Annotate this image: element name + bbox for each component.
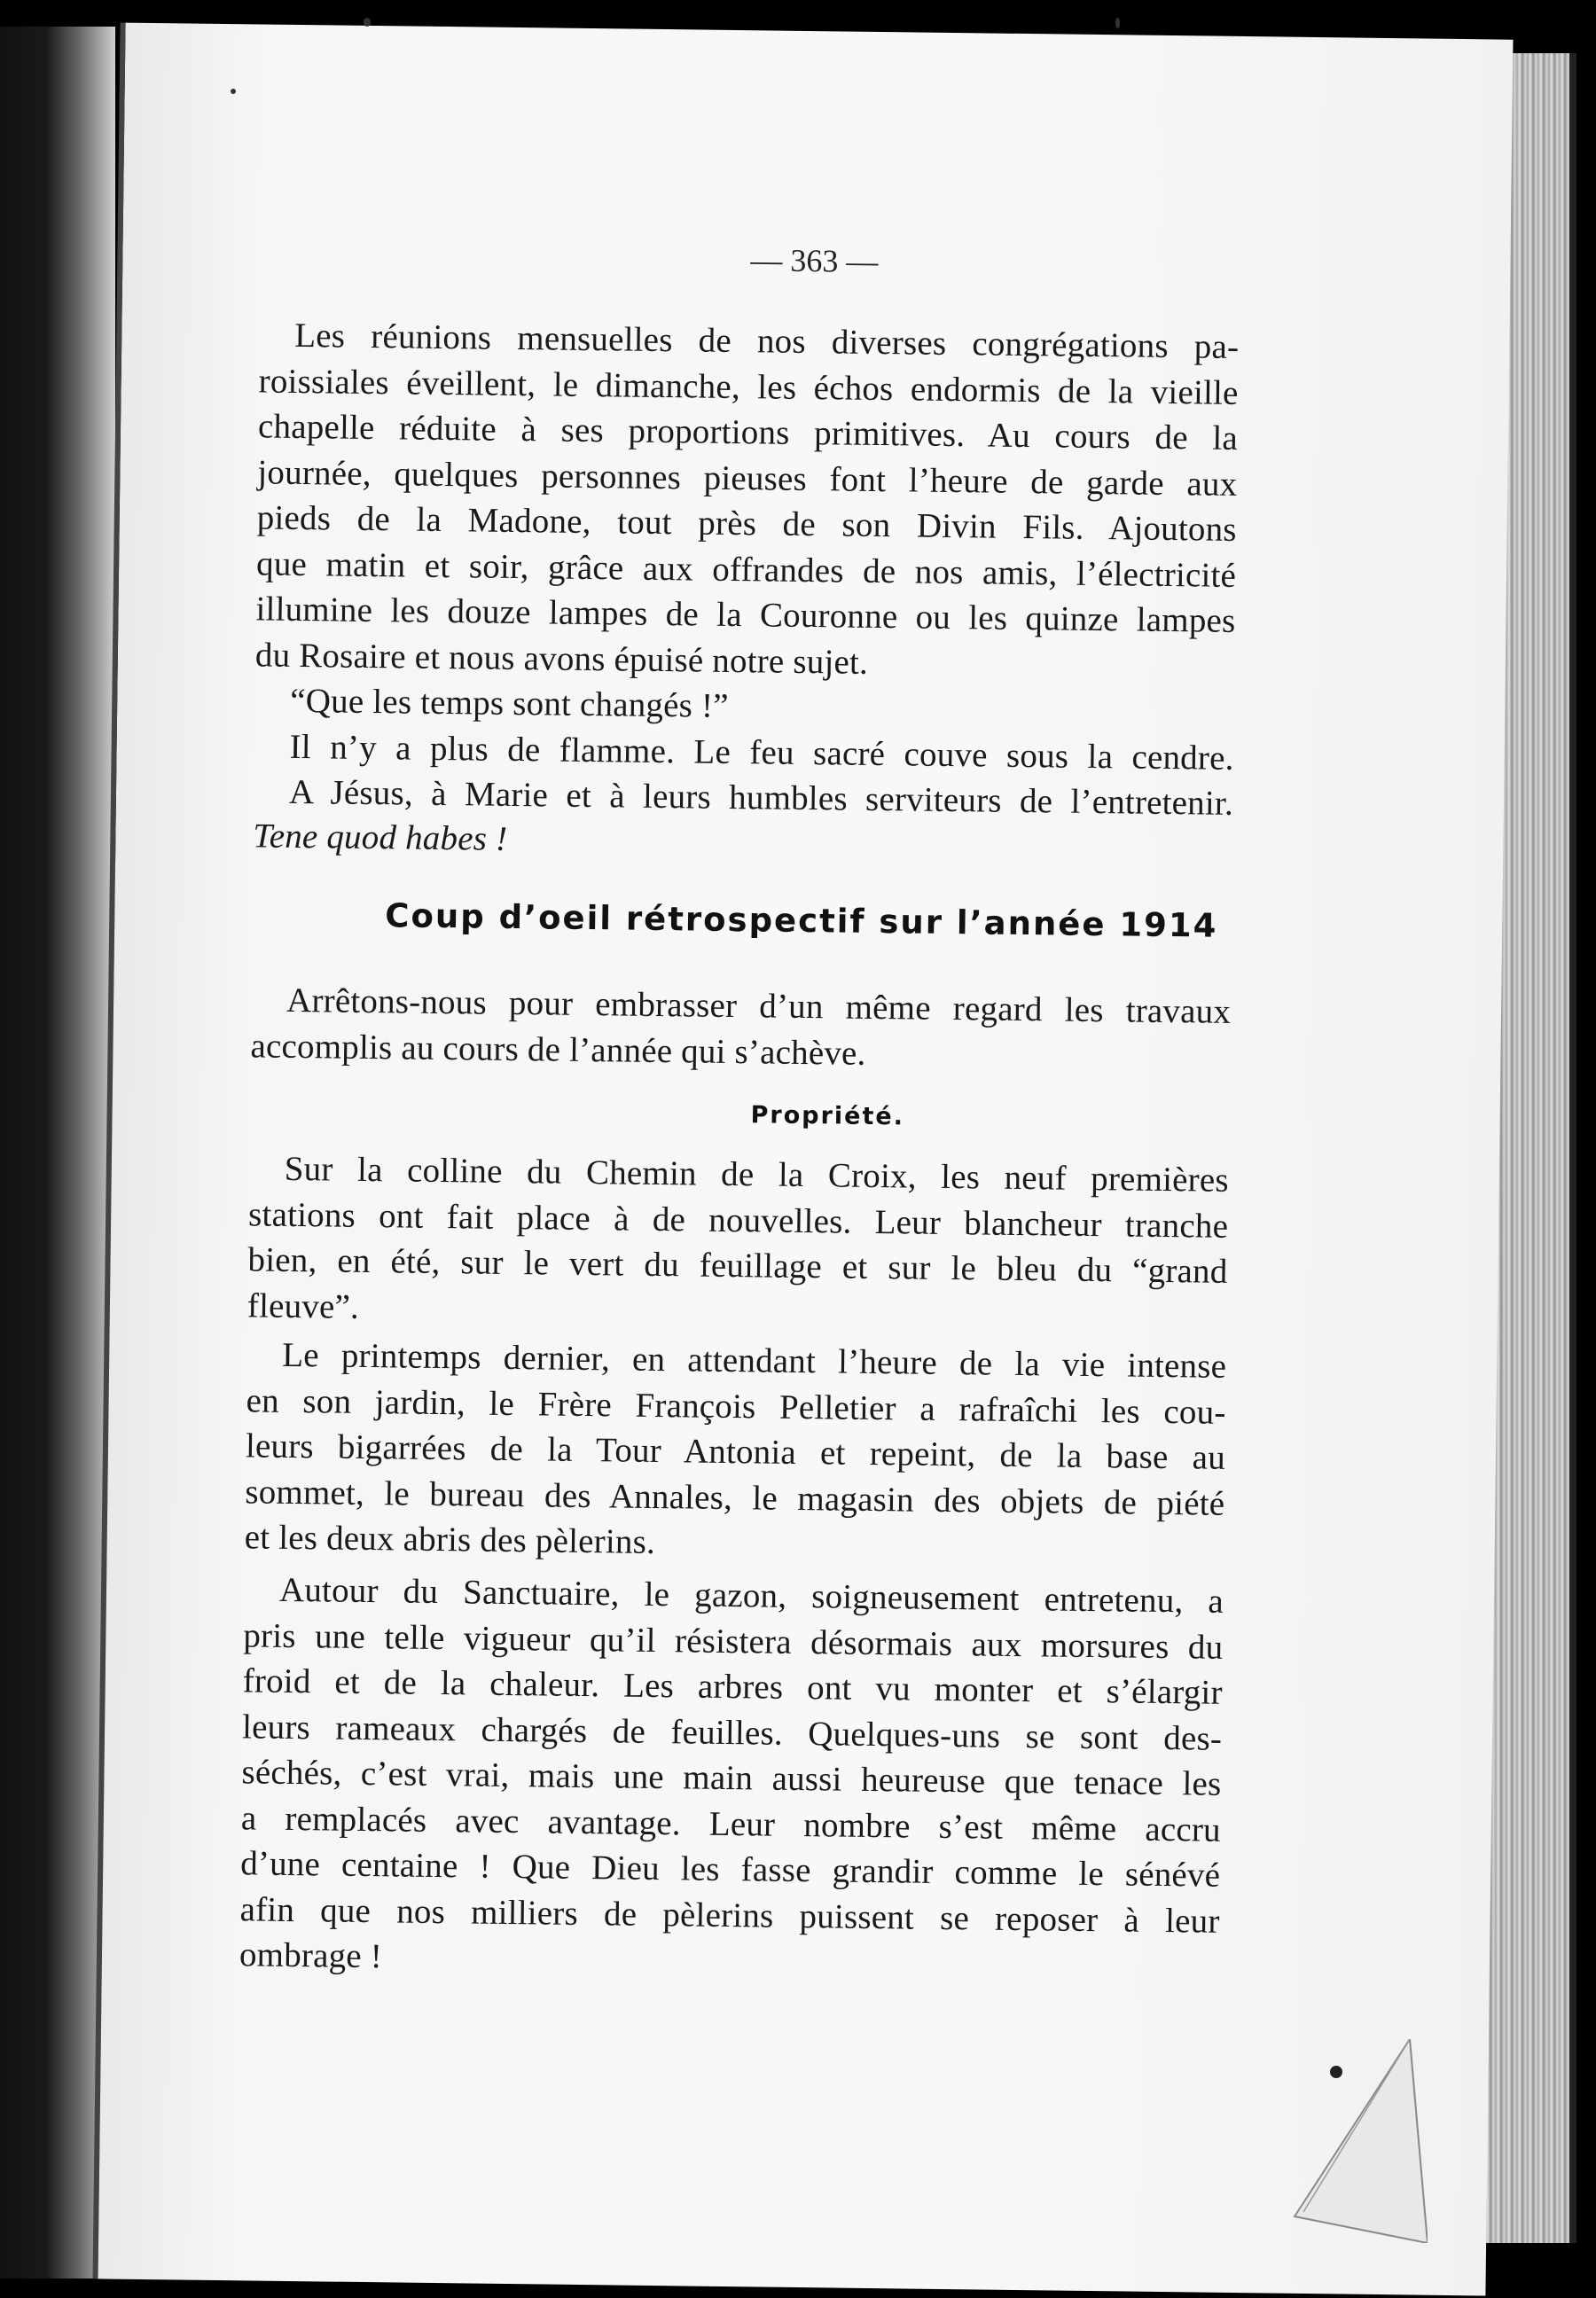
text-line: d’une centaine ! Que Dieu les fasse grandir comme le sénévé [239,1844,1221,1895]
dust-speck [364,18,371,27]
text-line: roissiales éveillent, le dimanche, les échos endormis de la vieille [258,361,1239,412]
text-line: accomplis au cours de l’année qui s’achève. [250,1026,866,1073]
text-line: en son jardin, le Frère François Pelletier a rafraîchi les cou- [246,1380,1226,1432]
folded-corner [1277,2039,1428,2243]
text-line: leurs rameaux chargés de feuilles. Quelques-uns se sont des- [241,1707,1223,1758]
motto [253,813,786,865]
text-line: leurs bigarrées de la Tour Antonia et repeint, de la base au [245,1426,1226,1477]
flame-line: Il n’y a plus de flamme. Le feu sacré couve sous la cendre. [289,727,1234,778]
dust-speck [231,89,236,94]
text-line: fleuve”. [246,1286,360,1326]
text-line: pris une telle vigueur qu’il résistera désormais aux morsures du [243,1615,1224,1667]
paragraph-intro [250,977,1231,1080]
book-page [93,22,1514,2295]
paragraph-colline [247,1145,1229,1340]
text-line: froid et de la chaleur. Les arbres ont vu monter et s’élargir [242,1661,1223,1712]
text-line: illumine les douze lampes de la Couronne ou les quinze lampes [255,590,1236,640]
page-number: — 363 — [750,242,879,279]
paragraph-sanctuaire [239,1567,1224,1989]
text-line: Le printemps dernier, en attendant l’heure de la vie intense [281,1335,1227,1386]
paragraph-reunions [255,312,1240,689]
text-line: Arrêtons-nous pour embrasser d’un même regard les travaux [286,981,1232,1031]
section-title: Coup d’oeil rétrospectif sur l’année 1914 [385,896,1218,945]
subsection-title: Propriété. [750,1101,905,1131]
text-line: ombrage ! [239,1935,383,1976]
text-line: a remplacés avec avantage. Leur nombre s’est même accru [240,1798,1222,1849]
text-line: du Rosaire et nous avons épuisé notre sujet. [254,635,869,682]
text-line: et les deux abris des pèlerins. [244,1518,656,1561]
text-line: que matin et soir, grâce aux offrandes de nos amis, l’électricité [255,543,1237,595]
text-line: sommet, le bureau des Annales, le magasin des objets de piété [245,1472,1225,1523]
text-line: séchés, c’est vrai, mais une main aussi heureuse que tenace les [241,1753,1222,1803]
text-line: stations ont fait place à de nouvelles. Leur blancheur tranche [247,1194,1229,1246]
text-line: afin que nos milliers de pèlerins puissent se reposer à leur [239,1889,1220,1941]
jesus-line: A Jésus, à Marie et à leurs humbles serviteurs de l’entretenir. [288,772,1234,823]
text-line: Sur la colline du Chemin de la Croix, les neuf premières [284,1149,1230,1200]
motto-text: Tene quod habes ! [253,817,508,858]
text-line: Les réunions mensuelles de nos diverses congrégations pa- [294,316,1240,366]
paragraph-printemps [244,1332,1226,1572]
text-line: Autour du Sanctuaire, le gazon, soigneusement entretenu, a [278,1570,1224,1621]
text-line: pieds de la Madone, tout près de son Divin Fils. Ajoutons [256,498,1237,549]
text-line: journée, quelques personnes pieuses font l’heure de garde aux [257,452,1238,504]
text-line: bien, en été, sur le vert du feuillage et sur le bleu du “grand [247,1240,1228,1291]
quote-line: “Que les temps sont changés !” [290,681,729,725]
dust-speck [1115,18,1120,28]
text-line: chapelle réduite à ses proportions primitives. Au cours de la [257,407,1239,457]
